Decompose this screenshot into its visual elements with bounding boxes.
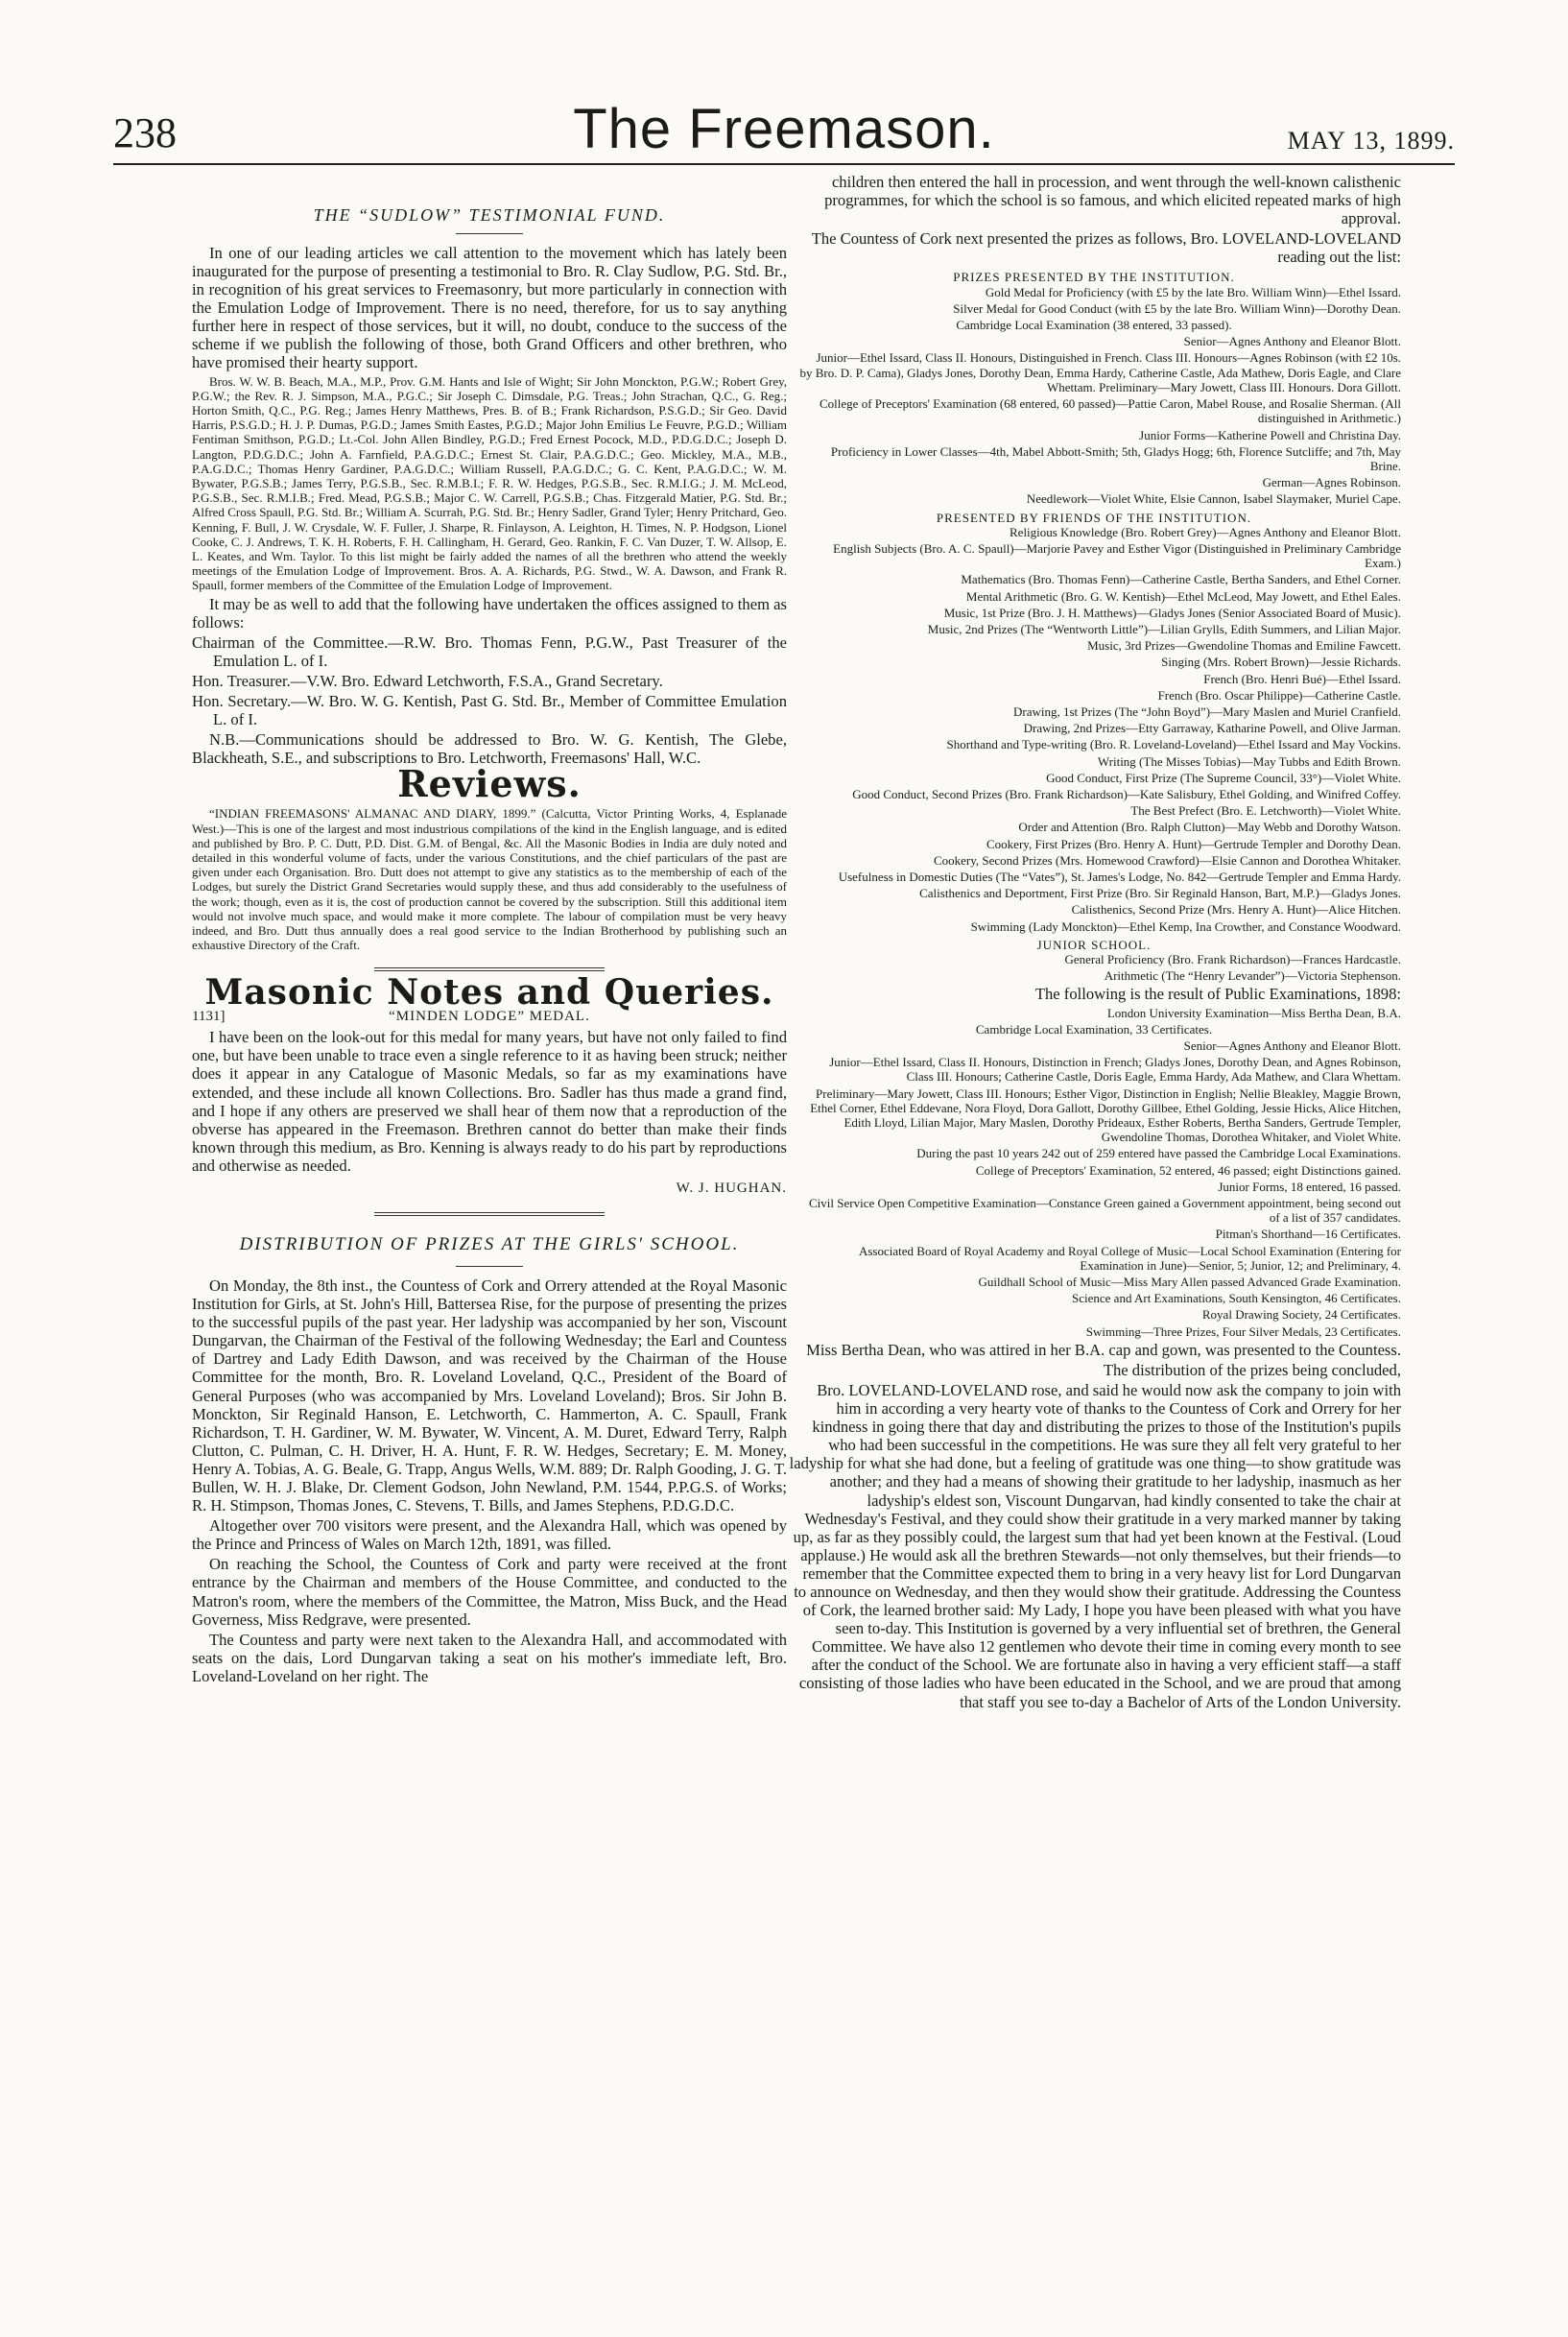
vote-of-thanks-text: Bro. LOVELAND-LOVELAND rose, and said he would now ask the company to join with him in according a very hearty vote of thanks to the Countess of Cork and Orrery for her kindness in going there that day and distributing the prizes to those of the Institution's pupils who had been successful in the competitions. He was sure they all felt very grateful to her ladyship for what she had done, but a feeling of gratitude was one thing—to show gratitude was another; and they had a means of showing their gratitude to her ladyship, inasmuch as her ladyship's eldest son, Viscount Dungarvan, had kindly consented to take the chair at Wednesday's Festival, and they could show their gratitude in a very marked manner by taking up, as far as they possibly could, the largest sum that had yet been known at the Festival. (Loud applause.) He would ask all the brethren Stewards—not only themselves, but their friends—to remember that the Committee expected them to bring in a very heavy list for Lord Dungarvan to announce on Wednesday, and then they would show their gratitude. Addressing the Countess of Cork, the learned brother said: My Lady, I hope you have been pleased with what you have seen to-day. This Institution is governed by a very influential set of brethren, the General Committee. We have also 12 gentlemen who devote their time in coming every month to see after the conduct of the School. We are fortunate also in having a very efficient staff—a staff consisting of those ladies who have been educated in the School, and we are proud that among that staff you see to-day a Bachelor of Arts of the London University. — [789, 1380, 1401, 1711]
list-item: Needlework—Violet White, Elsie Cannon, Isabel Slaymaker, Muriel Cape. — [1026, 491, 1401, 507]
junior-school-heading: JUNIOR SCHOOL. — [1036, 937, 1152, 952]
friends-prizes-heading: PRESENTED BY FRIENDS OF THE INSTITUTION. — [936, 510, 1252, 525]
list-item: English Subjects (Bro. A. C. Spaull)—Marjorie Pavey and Esther Vigor (Distinguished in Preliminary Cambridge Exam.) — [833, 540, 1401, 571]
list-item: Senior—Agnes Anthony and Eleanor Blott. — [1183, 1037, 1401, 1053]
issue-date: MAY 13, 1899. — [1287, 127, 1455, 155]
page-number: 238 — [113, 109, 177, 156]
notes-subheading: “MINDEN LODGE” MEDAL. — [389, 1009, 590, 1025]
list-item: Arithmetic (The “Henry Levander”)—Victoria Stephenson. — [1104, 968, 1401, 984]
notes-subhead-row — [192, 1007, 787, 1028]
list-item: Gold Medal for Proficiency (with £5 by the late Bro. William Winn)—Ethel Issard. — [985, 284, 1401, 299]
list-item: Associated Board of Royal Academy and Royal College of Music—Local School Examination (Entering for Examination in June)—Senior, 5; Junior, 12; and Preliminary, 4. — [858, 1243, 1401, 1273]
prizes-intro: The Countess of Cork next presented the prizes as follows, Bro. LOVELAND-LOVELAND reading out the list: — [811, 229, 1401, 267]
distribution-p4: The Countess and party were next taken to the Alexandra Hall, and accommodated with seats on the dais, Lord Dungarvan taking a seat on his mother's immediate left, Bro. Loveland-Loveland on her right. The — [192, 1630, 787, 1685]
list-item: Good Conduct, First Prize (The Supreme Council, 33°)—Violet White. — [1046, 770, 1401, 785]
junior-prize-list — [787, 952, 1401, 983]
newspaper-title: The Freemason. — [573, 98, 995, 160]
sudlow-heading: THE “SUDLOW” TESTIMONIAL FUND. — [313, 205, 666, 225]
sudlow-chairman: Chairman of the Committee.—R.W. Bro. Thomas Fenn, P.G.W., Past Treasurer of the Emulation L. of I. — [192, 632, 787, 670]
list-item: Proficiency in Lower Classes—4th, Mabel Abbott-Smith; 5th, Gladys Hogg; 6th, Florence Sutcliffe; and 7th, May Brine. — [830, 443, 1401, 473]
notes-text: I have been on the look-out for this medal for many years, but have not only failed to find one, but have been unable to trace even a single reference to it as having been struck; neither does it appear in any Catalogue of Masonic Medals, so far as my examinations have extended, and these include all known Collections. Bro. Sadler has thus made a grand find, and I hope if any others are preserved we shall hear of them now that a reproduction of the obverse has appeared in the Freemason. Brethren cannot do better than make their finds known through this medium, as Bro. Kenning is always ready to do his part by reproductions and otherwise as needed. — [192, 1028, 787, 1175]
list-item: Science and Art Examinations, South Kensington, 46 Certificates. — [1072, 1291, 1401, 1306]
list-item: Royal Drawing Society, 24 Certificates. — [1201, 1307, 1401, 1323]
notes-signature: W. J. HUGHAN. — [676, 1180, 787, 1197]
masthead — [113, 98, 1455, 165]
list-item: Civil Service Open Competitive Examination—Constance Green gained a Government appointment, being second out of a list of 357 candidates. — [809, 1195, 1401, 1226]
left-column — [192, 173, 787, 1687]
list-item: Mental Arithmetic (Bro. G. W. Kentish)—Ethel McLeod, May Jowett, and Ethel Eales. — [965, 588, 1401, 604]
list-item: Cookery, First Prizes (Bro. Henry A. Hunt)—Gertrude Templer and Dorothy Dean. — [986, 836, 1401, 851]
sudlow-nb: N.B.—Communications should be addressed to Bro. W. G. Kentish, The Glebe, Blackheath, S.E., and subscriptions to Bro. Letchworth, Freemasons' Hall, W.C. — [192, 730, 787, 768]
list-item: Cookery, Second Prizes (Mrs. Homewood Crawford)—Elsie Cannon and Dorothea Whitaker. — [933, 852, 1401, 868]
list-item: Cambridge Local Examination, 33 Certificates. — [975, 1021, 1213, 1037]
list-item: Swimming—Three Prizes, Four Silver Medals, 23 Certificates. — [1085, 1324, 1401, 1339]
divider — [374, 967, 605, 971]
distribution-concluded: The distribution of the prizes being concluded, — [1103, 1360, 1401, 1379]
list-item: Swimming (Lady Monckton)—Ethel Kemp, Ina Crowther, and Constance Woodward. — [970, 918, 1401, 934]
bertha-dean-text: Miss Bertha Dean, who was attired in her B.A. cap and gown, was presented to the Countess. — [806, 1340, 1401, 1359]
list-item: Mathematics (Bro. Thomas Fenn)—Catherine Castle, Bertha Sanders, and Ethel Corner. — [961, 572, 1401, 587]
institution-prize-list — [787, 285, 1401, 507]
list-item: Good Conduct, Second Prizes (Bro. Frank Richardson)—Kate Salisbury, Ethel Golding, and Winifred Coffey. — [852, 786, 1401, 801]
divider — [456, 1266, 523, 1267]
list-item: Junior Forms, 18 entered, 16 passed. — [1218, 1179, 1401, 1194]
divider — [456, 233, 523, 234]
list-item: Senior—Agnes Anthony and Eleanor Blott. — [1183, 334, 1401, 349]
distribution-p3: On reaching the School, the Countess of Cork and party were received at the front entrance by the Chairman and members of the House Committee, and conducted to the Matron's room, where the members of the Committee, the Matron, Miss Buck, and the Head Governess, Miss Redgrave, were presented. — [192, 1555, 787, 1629]
list-item: Drawing, 1st Prizes (The “John Boyd”)—Mary Maslen and Muriel Cranfield. — [1013, 703, 1401, 719]
list-item: Preliminary—Mary Jowett, Class III. Honours; Esther Vigor, Distinction in English; Nellie Bleakley, Maggie Brown, Ethel Corner, Ethel Eddevane, Nora Floyd, Dora Gallott, Dorothy Gillbee, Ethel Golding, Jessie Hicks, Alice Hitchen, Edith Lloyd, Lilian Major, Mary Maslen, Dorothy Prideaux, Esther Roberts, Bertha Sanders, Gertrude Templer, Gwendoline Thomas, Dorothea Whitaker, and Violet White. — [810, 1085, 1401, 1145]
list-item: During the past 10 years 242 out of 259 entered have passed the Cambridge Local Examinations. — [916, 1146, 1401, 1161]
list-item: Junior—Ethel Issard, Class II. Honours, Distinguished in French. Class III. Honours—Agnes Robinson (with £2 10s. by Bro. D. P. Cama), Gladys Jones, Dorothy Dean, Emma Hardy, Catherine Castle, Ada Mathew, Doris Eagle, and Clare Whettam. Preliminary—Mary Jowett, Class III. Honours. Dora Gillott. — [799, 350, 1401, 394]
list-item: French (Bro. Henri Bué)—Ethel Issard. — [1203, 671, 1401, 686]
list-item: Shorthand and Type-writing (Bro. R. Loveland-Loveland)—Ethel Issard and May Vockins. — [946, 737, 1401, 752]
distribution-heading: DISTRIBUTION OF PRIZES AT THE GIRLS' SCHOOL. — [239, 1233, 740, 1254]
list-item: College of Preceptors' Examination (68 entered, 60 passed)—Pattie Caron, Mabel Rouse, and Rosalie Sherman. (All distinguished in Arithmetic.) — [820, 396, 1401, 426]
list-item: Music, 3rd Prizes—Gwendoline Thomas and Emiline Fawcett. — [1087, 638, 1401, 654]
reviews-heading: Reviews. — [397, 762, 582, 806]
list-item: Silver Medal for Good Conduct (with £5 by the late Bro. William Winn)—Dorothy Dean. — [953, 300, 1401, 316]
distribution-p1: On Monday, the 8th inst., the Countess of Cork and Orrery attended at the Royal Masonic Institution for Girls, at St. John's Hill, Battersea Rise, for the purpose of presenting the prizes to the successful pupils of the past year. Her ladyship was accompanied by her son, Viscount Dungarvan, the Chairman of the Festival of the following Wednesday; the Earl and Countess of Dartrey and Lady Edith Dawson, and was received by the Chairman of the House Committee for the month, Bro. R. Loveland Loveland, Q.C., President of the Board of General Purposes (who was accompanied by Mrs. Loveland Loveland); Bros. Sir John B. Monckton, Sir Reginald Hanson, E. Letchworth, C. Hammerton, A. C. Spaull, Frank Richardson, T. H. Gardiner, W. M. Bywater, W. Vincent, A. M. Duret, Edward Terry, Ralph Clutton, C. Pulman, C. H. Driver, H. A. Hunt, F. R. W. Hedges, Secretary; E. M. Money, Henry A. Tobias, A. G. Beale, G. Trapp, Angus Wells, W.M. 889; Dr. Ralph Gooding, J. G. T. Bullen, W. H. J. Blake, Dr. Clement Godson, John Newland, P.M. 1544, P.P.G.S. of Works; R. H. Stimpson, Thomas Jones, C. Stevens, T. Bills, and James Stephens, P.D.G.D.C. — [192, 1276, 787, 1515]
list-item: Writing (The Misses Tobias)—May Tubbs and Edith Brown. — [1097, 753, 1401, 769]
list-item: Music, 1st Prize (Bro. J. H. Matthews)—Gladys Jones (Senior Associated Board of Music). — [943, 605, 1401, 620]
list-item: Junior—Ethel Issard, Class II. Honours, Distinction in French; Gladys Jones, Dorothy Dean, and Agnes Robinson, Class III. Honours; Catherine Castle, Doris Eagle, Emma Hardy, Ada Mathew, and Clara Whettam. — [829, 1055, 1401, 1085]
list-item: College of Preceptors' Examination, 52 entered, 46 passed; eight Distinctions gained. — [975, 1162, 1401, 1178]
sudlow-offices-intro: It may be as well to add that the following have undertaken the offices assigned to them as follows: — [192, 594, 787, 632]
list-item: The Best Prefect (Bro. E. Letchworth)—Violet White. — [1130, 803, 1401, 819]
sudlow-intro: In one of our leading articles we call attention to the movement which has lately been inaugurated for the purpose of presenting a testimonial to Bro. R. Clay Sudlow, P.G. Std. Br., in recognition of his great services to Freemasonry, but more particularly in connection with the Emulation Lodge of Improvement. There is no need, therefore, for us to say anything further here in respect of those services, but it will, no doubt, conduce to the success of the scheme if we publish the following of those, both Grand Officers and other brethren, who have promised their hearty support. — [192, 243, 787, 372]
list-item: Calisthenics and Deportment, First Prize (Bro. Sir Reginald Hanson, Bart, M.P.)—Gladys Jones. — [919, 886, 1401, 901]
institution-prizes-heading: PRIZES PRESENTED BY THE INSTITUTION. — [953, 270, 1235, 285]
sudlow-supporters: Bros. W. W. B. Beach, M.A., M.P., Prov. G.M. Hants and Isle of Wight; Sir John Monckton, P.G.W.; Robert Grey, P.G.W.; the Rev. R. J. Simpson, M.A., P.G.C.; Sir Joseph C. Dimsdale, P.G. Treas.; John Strachan, Q.C., G. Reg.; Horton Smith, Q.C., P.G. Reg.; James Henry Matthews, Pres. B. of B.; Frank Richardson, P.S.G.D.; Sir Geo. David Harris, P.S.G.D.; H. J. P. Dumas, P.G.D.; James Smith Eastes, P.G.D.; Major John Emilius Le Feuvre, P.G.D.; William Fentiman Smithson, P.G.D.; Lt.-Col. John Allen Bindley, P.G.D.; Fred Ernest Pocock, M.D., P.D.G.D.C.; Joseph D. Langton, P.D.G.D.C.; John A. Farnfield, P.A.G.D.C.; Ernest St. Clair, P.A.G.D.C.; Geo. Mickley, M.A., M.B., P.A.G.D.C.; Thomas Henry Gardiner, P.A.G.D.C.; William Russell, P.A.G.D.C.; G. C. Kent, P.A.G.D.C.; W. M. Bywater, P.G.S.B.; James Terry, P.G.S.B., Sec. R.M.B.I.; F. R. W. Hedges, P.G.S.B., Sec. R.M.I.G.; J. M. McLeod, P.G.S.B., Sec. R.M.I.B.; Fred. Mead, P.G.S.B.; Major C. W. Carrell, P.G.S.B.; Chas. Fitzgerald Matier, P.G. Std. Br.; Alfred Cross Spaull, P.G. Std. Br.; William A. Scurrah, P.G. Std. Br.; Henry Sadler, Grand Tyler; Henry Pritchard, Geo. Kenning, F. Bull, J. W. Crysdale, W. F. Fuller, J. Sharpe, R. Finlayson, A. Leighton, H. Times, N. P. Hodgson, Lionel Cooke, C. J. Andrews, T. K. H. Roberts, F. H. Callingham, H. Gerard, Geo. Rankin, F. C. Van Duzer, T. W. Allsop, E. L. Keates, and Wm. Taylor. To this list might be fairly added the names of all the brethren who attend the weekly meetings of the Emulation Lodge of Improvement. Bros. A. A. Richards, P.G. Stwd., W. A. Dawson, and Frank R. Spaull, former members of the Committee of the Emulation Lodge of Improvement. — [192, 373, 787, 593]
list-item: London University Examination—Miss Bertha Dean, B.A. — [1106, 1005, 1401, 1020]
list-item: Calisthenics, Second Prize (Mrs. Henry A. Hunt)—Alice Hitchen. — [1071, 902, 1401, 918]
procession-text: children then entered the hall in procession, and went through the well-known calisthenic programmes, for which the school is so famous, and which elicited repeated marks of high approval. — [824, 173, 1401, 228]
sudlow-secretary: Hon. Secretary.—W. Bro. W. G. Kentish, Past G. Std. Br., Member of Committee Emulation L. of I. — [192, 692, 787, 729]
reviews-text: “INDIAN FREEMASONS' ALMANAC AND DIARY, 1899.” (Calcutta, Victor Printing Works, 4, Esplanade West.)—This is one of the largest and most industrious compilations of the kind in the English language, and is edited and published by Bro. P. C. Dutt, P.D. Dist. G.M. of Bengal, &c. All the Masonic Bodies in India are duly noted and detailed in this wonderful volume of facts, under the various Constitutions, and the chief particulars of the past are given under each Organisation. Bro. Dutt does not attempt to give any statistics as to the membership of each of the Lodges, but surely the District Grand Secretaries would supply these, and thus add considerably to the usefulness of the work; though, even as it is, the cost of production cannot be covered by the subscription. Still this additional item would not involve much space, and would make it more complete. The labour of compilation must be very heavy indeed, and Bro. Dutt thus annually does a real good service to the Indian Brotherhood by publishing such an exhaustive Directory of the Craft. — [192, 806, 787, 953]
list-item: Order and Attention (Bro. Ralph Clutton)—May Webb and Dorothy Watson. — [1018, 820, 1401, 835]
right-column — [787, 173, 1401, 1713]
list-item: Junior Forms—Katherine Powell and Christina Day. — [1139, 427, 1401, 442]
list-item: Drawing, 2nd Prizes—Etty Garraway, Katharine Powell, and Olive Jarman. — [1023, 721, 1401, 736]
list-item: Religious Knowledge (Bro. Robert Grey)—Agnes Anthony and Eleanor Blott. — [1010, 524, 1401, 539]
list-item: German—Agnes Robinson. — [1262, 475, 1401, 490]
results-intro: The following is the result of Public Examinations, 1898: — [1034, 985, 1401, 1004]
list-item: Guildhall School of Music—Miss Mary Allen passed Advanced Grade Examination. — [978, 1274, 1401, 1289]
list-item: Singing (Mrs. Robert Brown)—Jessie Richards. — [1161, 655, 1401, 670]
notes-heading: Masonic Notes and Queries. — [204, 972, 774, 1013]
list-item: Pitman's Shorthand—16 Certificates. — [1215, 1227, 1401, 1242]
list-item: French (Bro. Oscar Philippe)—Catherine Castle. — [1157, 687, 1401, 703]
list-item: Cambridge Local Examination (38 entered, 33 passed). — [956, 318, 1232, 333]
query-number: 1131] — [192, 1009, 226, 1025]
list-item: Usefulness in Domestic Duties (The “Vates”), St. James's Lodge, No. 842—Gertrude Templer and Emma Hardy. — [838, 869, 1401, 884]
divider — [374, 1212, 605, 1216]
list-item: Music, 2nd Prizes (The “Wentworth Little”)—Lilian Grylls, Edith Summers, and Lilian Major. — [927, 621, 1401, 636]
list-item: General Proficiency (Bro. Frank Richardson)—Frances Hardcastle. — [1064, 952, 1401, 966]
sudlow-treasurer: Hon. Treasurer.—V.W. Bro. Edward Letchworth, F.S.A., Grand Secretary. — [192, 671, 663, 690]
distribution-p2: Altogether over 700 visitors were present, and the Alexandra Hall, which was opened by the Prince and Princess of Wales on March 12th, 1891, was filled. — [192, 1516, 787, 1554]
results-list — [787, 1006, 1401, 1339]
friends-prize-list — [787, 525, 1401, 934]
